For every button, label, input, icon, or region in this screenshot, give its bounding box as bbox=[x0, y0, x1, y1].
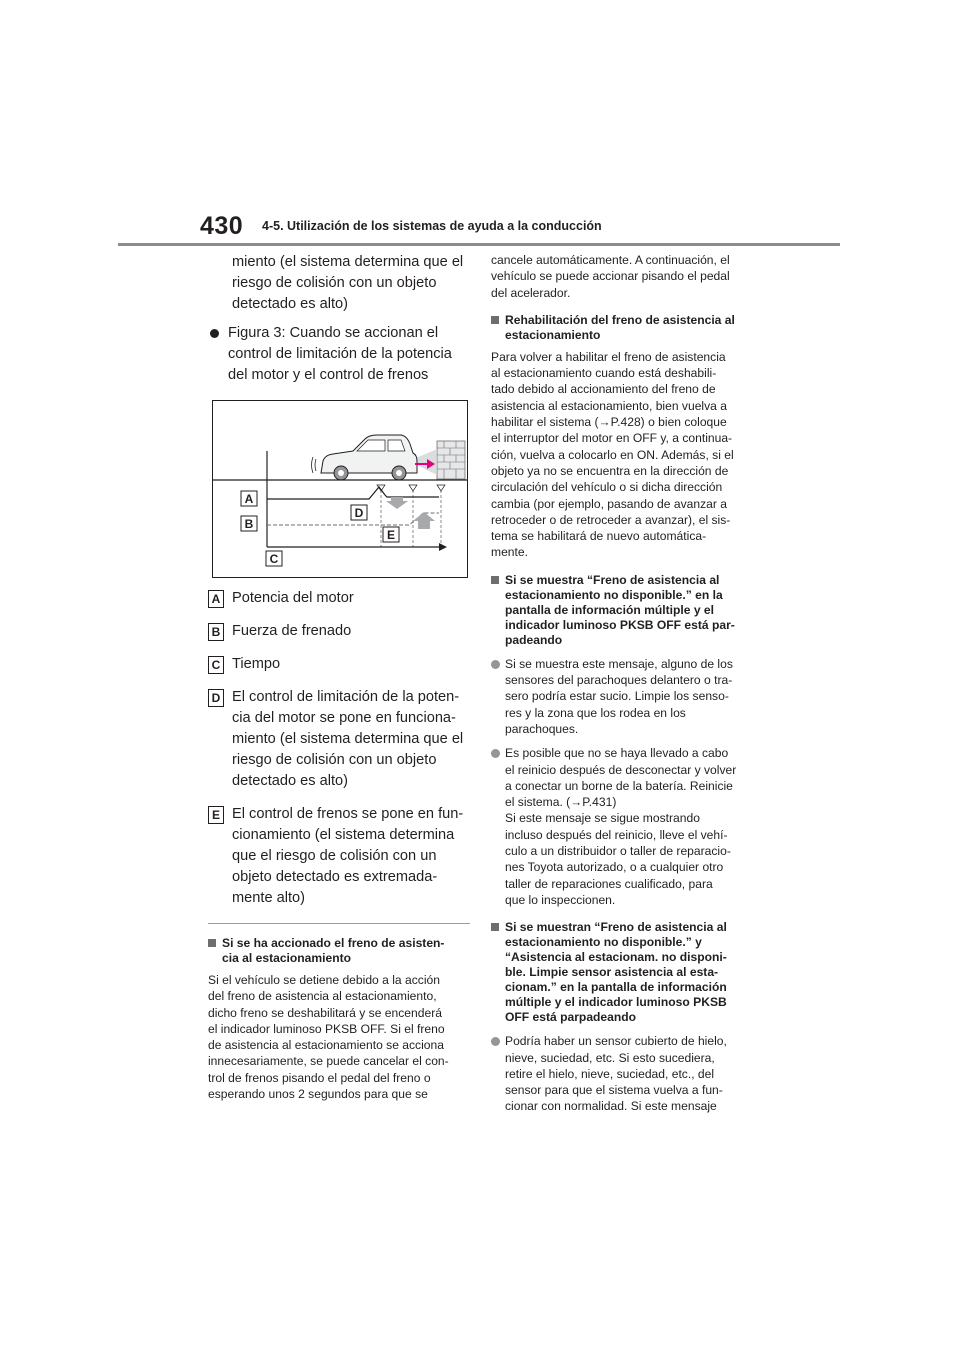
label-c bbox=[266, 551, 282, 566]
body-line: del acelerador. bbox=[491, 285, 571, 300]
body-line: objeto ya no se encuentra en la dirección de bbox=[491, 463, 729, 478]
legend-letter-a: A bbox=[208, 590, 224, 608]
page-reference: el sistema. (→P.431) bbox=[505, 795, 617, 810]
legend-text: Fuerza de frenado bbox=[232, 623, 352, 639]
bullet-line: control de limitación de la potencia bbox=[228, 346, 452, 362]
label-d-text: D bbox=[354, 506, 364, 520]
left-column bbox=[208, 252, 470, 1102]
heading-line: Si se muestran “Freno de asistencia al bbox=[505, 920, 727, 935]
body-line: res y la zona que los rodea en los bbox=[505, 705, 686, 720]
brake-section-body bbox=[208, 972, 470, 1102]
square-bullet-icon bbox=[208, 939, 216, 947]
section-divider bbox=[208, 923, 470, 924]
body-line: ción, vuelva a colocarlo en ON. Además, si el bbox=[491, 447, 734, 462]
legend-text: Potencia del motor bbox=[232, 590, 354, 606]
intro-line: riesgo de colisión con un objeto bbox=[232, 275, 437, 291]
heading-line: padeando bbox=[505, 632, 563, 647]
body-line: habilitar el sistema (→P.428) o bien coloque bbox=[491, 415, 727, 430]
legend-letter-c: C bbox=[208, 656, 224, 674]
body-line: de asistencia al estacionamiento se acciona bbox=[208, 1038, 444, 1053]
msg1-heading bbox=[491, 573, 759, 648]
heading-line: estacionamiento no disponible.” y bbox=[505, 935, 702, 950]
label-a bbox=[241, 491, 257, 506]
intro-text bbox=[208, 252, 470, 315]
body-line: innecesariamente, se puede cancelar el con- bbox=[208, 1054, 449, 1069]
car-icon bbox=[312, 435, 418, 480]
msg1-bullet-2 bbox=[491, 745, 759, 908]
body-line: esperando unos 2 segundos para que se bbox=[208, 1087, 428, 1102]
body-line: mente. bbox=[491, 545, 528, 560]
body-line: incluso después del reinicio, lleve el vehí- bbox=[505, 827, 728, 842]
body-line: parachoques. bbox=[505, 721, 579, 736]
body-line: tado debido al accionamiento del freno de bbox=[491, 382, 716, 397]
body-line: sero podría estar sucio. Limpie los senso- bbox=[505, 689, 729, 704]
intro-line: detectado es alto) bbox=[232, 296, 349, 312]
body-line: cambia (por ejemplo, pasando de avanzar a bbox=[491, 496, 727, 511]
heading-line: estacionamiento no disponible.” en la bbox=[505, 587, 723, 602]
legend-text: miento (el sistema determina que el bbox=[232, 731, 464, 747]
legend-item-d bbox=[208, 687, 470, 792]
legend-text: El control de limitación de la poten- bbox=[232, 689, 460, 705]
body-line: tema se habilitará de nuevo automática- bbox=[491, 529, 707, 544]
body-line: cionar con normalidad. Si este mensaje bbox=[505, 1099, 717, 1114]
body-line: Podría haber un sensor cubierto de hielo, bbox=[505, 1034, 727, 1049]
body-line: el indicador luminoso PKSB OFF. Si el freno bbox=[208, 1021, 445, 1036]
legend-text: que el riesgo de colisión con un bbox=[232, 848, 437, 864]
legend-letter-b: B bbox=[208, 623, 224, 641]
legend-item-a bbox=[208, 588, 470, 609]
body-line: Si el vehículo se detiene debido a la acción bbox=[208, 973, 440, 987]
gray-bullet-icon bbox=[491, 1037, 500, 1046]
square-bullet-icon bbox=[491, 576, 499, 584]
figure3-bullet bbox=[208, 323, 470, 386]
gray-bullet-icon bbox=[491, 749, 500, 758]
legend-letter-d: D bbox=[208, 689, 224, 707]
legend-text: El control de frenos se pone en fun- bbox=[232, 806, 464, 822]
legend-text: objeto detectado es extremada- bbox=[232, 869, 438, 885]
body-line: al estacionamiento cuando está deshabili- bbox=[491, 366, 717, 381]
body-line: el interruptor del motor en OFF y, a continua- bbox=[491, 431, 733, 446]
diagram-svg bbox=[213, 401, 467, 577]
label-a-text: A bbox=[244, 492, 254, 506]
body-line: Si este mensaje se sigue mostrando bbox=[505, 811, 700, 826]
body-line: taller de reparaciones cualificado, para bbox=[505, 876, 713, 891]
label-d bbox=[351, 505, 367, 520]
body-line: culo a un distribuidor o taller de reparacio- bbox=[505, 844, 731, 859]
gray-bullet-icon bbox=[491, 660, 500, 669]
heading-line: múltiple y el indicador luminoso PKSB bbox=[505, 995, 727, 1010]
body-line: a conectar un borne de la batería. Reinicie bbox=[505, 778, 733, 793]
body-line: Es posible que no se haya llevado a cabo bbox=[505, 746, 729, 761]
msg1-bullet-1 bbox=[491, 656, 759, 737]
figure-3-diagram bbox=[212, 400, 468, 578]
legend-text: mente alto) bbox=[232, 890, 306, 906]
label-e-text: E bbox=[386, 528, 396, 542]
heading-line: pantalla de información múltiple y el bbox=[505, 602, 714, 617]
legend-text: cionamiento (el sistema determina bbox=[232, 827, 455, 843]
body-line: trol de frenos pisando el pedal del freno o bbox=[208, 1070, 431, 1085]
heading-line: cionam.” en la pantalla de información bbox=[505, 980, 727, 995]
square-bullet-icon bbox=[491, 316, 499, 324]
figure-legend bbox=[208, 588, 470, 909]
right-column bbox=[491, 252, 759, 1115]
body-line: circulación del vehículo o si dicha dirección bbox=[491, 480, 723, 495]
msg2-heading bbox=[491, 920, 759, 1025]
rehab-heading bbox=[491, 313, 759, 343]
label-b bbox=[241, 516, 257, 531]
intro-line: miento (el sistema determina que el bbox=[232, 254, 464, 270]
section-title: 4-5. Utilización de los sistemas de ayuda a la conducción bbox=[262, 219, 602, 233]
label-e bbox=[383, 527, 399, 542]
heading-line: “Asistencia al estacionam. no disponi- bbox=[505, 950, 727, 965]
legend-text: cia del motor se pone en funciona- bbox=[232, 710, 456, 726]
body-line: del freno de asistencia al estacionamiento, bbox=[208, 989, 437, 1004]
legend-item-b bbox=[208, 621, 470, 642]
body-line: nes Toyota autorizado, o a cualquier otro bbox=[505, 860, 724, 875]
body-line: Para volver a habilitar el freno de asistencia bbox=[491, 349, 726, 364]
body-line: sensores del parachoques delantero o tra- bbox=[505, 673, 733, 688]
body-line: retire el hielo, nieve, suciedad, etc., del bbox=[505, 1066, 715, 1081]
brick-wall-icon bbox=[437, 441, 465, 479]
page-number: 430 bbox=[200, 212, 244, 240]
header-rule bbox=[118, 243, 840, 246]
body-line: que lo inspeccionen. bbox=[505, 892, 616, 907]
legend-text: riesgo de colisión con un objeto bbox=[232, 752, 437, 768]
bullet-line: del motor y el control de frenos bbox=[228, 367, 429, 383]
msg2-bullet-1 bbox=[491, 1033, 759, 1114]
body-line: vehículo se puede accionar pisando el pedal bbox=[491, 269, 730, 284]
legend-item-e bbox=[208, 804, 470, 909]
continued-text bbox=[491, 252, 759, 301]
power-down-arrow-icon bbox=[386, 497, 408, 509]
heading-line: cia al estacionamiento bbox=[222, 951, 352, 965]
body-line: cancele automáticamente. A continuación, el bbox=[491, 253, 730, 267]
brake-section-heading bbox=[208, 936, 470, 966]
body-line: dicho freno se deshabilitará y se encenderá bbox=[208, 1005, 442, 1020]
bullet-dot-icon bbox=[210, 329, 219, 338]
heading-line: Si se muestra “Freno de asistencia al bbox=[505, 572, 720, 587]
body-line: sensor para que el sistema vuelva a fun- bbox=[505, 1083, 723, 1098]
body-line: nieve, suciedad, etc. Si esto sucediera, bbox=[505, 1050, 715, 1065]
label-b-text: B bbox=[244, 517, 254, 531]
brake-up-arrow-icon bbox=[413, 512, 435, 529]
legend-text: Tiempo bbox=[232, 656, 281, 672]
heading-line: OFF está parpadeando bbox=[505, 1010, 637, 1025]
heading-line: Si se ha accionado el freno de asisten- bbox=[222, 936, 445, 950]
body-line: asistencia al estacionamiento, bien vuelva a bbox=[491, 398, 727, 413]
legend-letter-e: E bbox=[208, 806, 224, 824]
heading-line: estacionamiento bbox=[505, 327, 601, 342]
rehab-body bbox=[491, 349, 759, 561]
label-c-text: C bbox=[269, 552, 279, 566]
legend-text: detectado es alto) bbox=[232, 773, 349, 789]
heading-line: indicador luminoso PKSB OFF está par- bbox=[505, 617, 735, 632]
body-line: Si se muestra este mensaje, alguno de los bbox=[505, 656, 733, 671]
square-bullet-icon bbox=[491, 923, 499, 931]
bullet-line: Figura 3: Cuando se accionan el bbox=[228, 325, 439, 341]
legend-item-c bbox=[208, 654, 470, 675]
heading-line: Rehabilitación del freno de asistencia al bbox=[505, 312, 735, 327]
heading-line: ble. Limpie sensor asistencia al esta- bbox=[505, 965, 719, 980]
body-line: retroceder o de retroceder a avanzar), el sis- bbox=[491, 512, 731, 527]
body-line: el reinicio después de desconectar y volver bbox=[505, 762, 737, 777]
